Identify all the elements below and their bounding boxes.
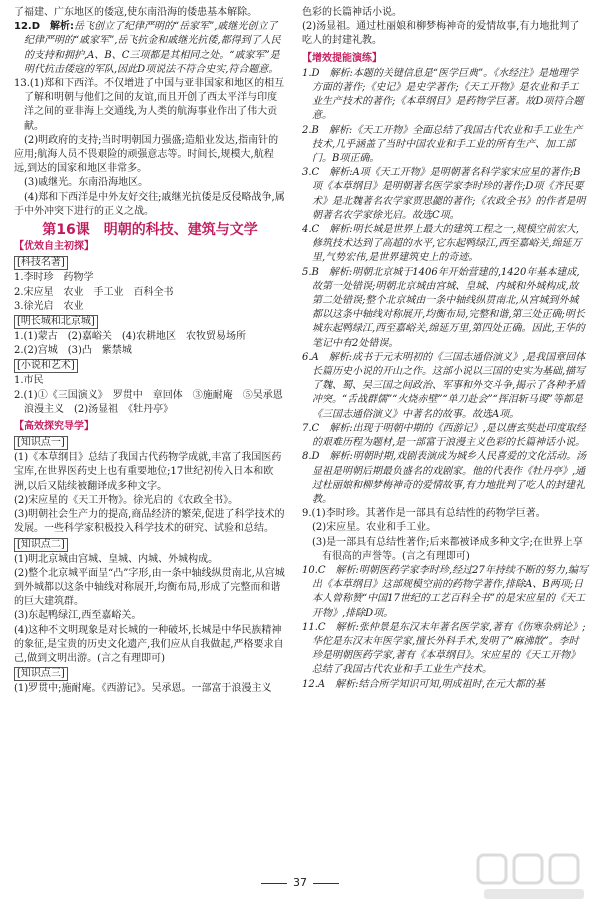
- paragraph: (1)罗贯中;施耐庵。《西游记》。吴承恩。一部富于浪漫主义: [14, 683, 272, 695]
- topic-box: [知识点三]: [14, 667, 68, 681]
- list-item: 3.徐光启 农业: [14, 300, 84, 312]
- paragraph: (2)汤显祖。通过杜丽娘和柳梦梅神奇的爱情故事,有力地批判了吃人的封建礼教。: [302, 21, 580, 47]
- right-column: [302, 6, 588, 692]
- answer-item: (3)是一部具有总结性著作;后来都被译成多种文字;在世界上享有很高的声誉等。(言之有理即可): [312, 536, 583, 562]
- analysis-label: 解析:: [50, 21, 75, 33]
- paragraph: (2)整个北京城平面呈“凸”字形,由一条中轴线纵贯南北,从宫城到外城都以这条中轴线对称展开,均衡布局,形成了完整而和谐的巨大建筑群。: [14, 567, 285, 608]
- answer-item: 6.A 解析:成书于元末明初的《三国志通俗演义》,是我国章回体长篇历史小说的开山之作。这部小说以三国的史实为基础,描写了魏、蜀、吴三国之间政治、军事和外交斗争,揭示了各种矛盾冲突。“舌战群儒”“火烧赤壁”“单刀赴会”“挥泪斩马谡”等都是《三国志通俗演义》中著名的故事。故选A项。: [302, 351, 586, 420]
- left-column: [14, 6, 293, 696]
- topic-box: [知识点二]: [14, 538, 68, 552]
- paragraph: (3)明朝社会生产力的提高,商品经济的繁荣,促进了科学技术的发展。一些科学家积极投入科学技术的研究、试验和总结。: [14, 509, 285, 535]
- answer-item: 2.B 解析:《天工开物》全面总结了我国古代农业和手工业生产技术,几乎涵盖了当时中国农业和手工业的所有生产、加工部门。B项正确。: [302, 124, 583, 165]
- answer-item: (2)宋应星。农业和手工业。: [312, 522, 437, 534]
- answer-item: 3.C 解析:A项《天工开物》是明朝著名科学家宋应星的著作;B项《本草纲目》是明朝著名医学家李时珍的著作;D项《齐民要术》是北魏著名农学家贾思勰的著作;《农政全书》的作者是明朝著名农学家徐光启。故选C项。: [302, 167, 586, 221]
- answer-item: 9.(1)李时珍。其著作是一部具有总结性的药物学巨著。: [302, 508, 546, 520]
- list-item: 2.(1)①《三国演义》 罗贯中 章回体 ③施耐庵 ⑤吴承恩 浪漫主义 (2)汤显祖 《牡丹亭》: [14, 389, 293, 415]
- answer-number: 12.D: [14, 21, 41, 33]
- answer-item: 5.B 解析:明朝北京城于1406年开始营建的,1420年基本建成,故第一处错误;明朝北京城由宫城、皇城、内城和外城构成,故第二处错误;整个北京城由一条中轴线纵贯南北,从宫城到外城都以这条中轴线对称展开,均衡布局,完整和谐,第三处正确;明长城东起鸭绿江,西至嘉峪关,绵延万里,第四处正确。因此,王华的笔记中有2处错误。: [302, 266, 585, 349]
- answer-13-1: 13.(1)郑和下西洋。不仅增进了中国与亚非国家和地区的相互了解和明朝与他们之间的友谊,而且开创了西太平洋与印度洋之间的亚非海上交通线,为人类的航海事业作出了伟大贡献。: [14, 78, 285, 132]
- answer-item: 10.C 解析:明朝医药学家李时珍,经过27年持续不断的努力,编写出《本草纲目》这部规模空前的药物学著作,排除A、B两项;日本人曾称赞“中国17世纪的工艺百科全书”的是宋应星的《天工开物》,排除D项。: [302, 564, 589, 619]
- paragraph: (1)明北京城由宫城、皇城、内城、外城构成。: [14, 553, 219, 565]
- page-number-text: 37: [293, 876, 307, 889]
- answer-item: 1.D 解析:本题的关键信息是“医学巨典”。《水经注》是地理学方面的著作;《史记》是史学著作;《天工开物》是农业和手工业生产技术的著作;《本草纲目》是药物学巨著。故D项符合题意。: [302, 67, 584, 122]
- paragraph: (1)《本草纲目》总结了我国古代药物学成就,丰富了我国医药宝库,在世界医药史上也有重要地位;17世纪初传入日本和欧洲,以后又陆续被翻译成多种文字。: [14, 452, 282, 492]
- divider: [313, 883, 339, 884]
- section-heading: 【优效自主初探】: [14, 241, 94, 253]
- topic-box: [科技名著]: [14, 256, 68, 270]
- section-heading: 【高效探究导学】: [14, 421, 94, 433]
- answer-13-2: (2)明政府的支持;当时明朝国力强盛;造船业发达,指南针的应用;航海人员不畏艰险的顽强意志等。时间长,规模大,航程远,到达的国家和地区非常多。: [14, 134, 279, 175]
- lesson-title-text: 第16课 明朝的科技、建筑与文学: [42, 222, 258, 239]
- answer-12: [14, 20, 286, 77]
- list-item: 1.(1)蒙古 (2)嘉峪关 (4)农耕地区 农牧贸易场所: [14, 331, 247, 343]
- paragraph: (4)这种不文明现象是对长城的一种破坏,长城是中华民族精神的象征,是宝贵的历史文化遗产,我们应从自我做起,严格要求自己,做到文明出游。(言之有理即可): [14, 624, 284, 664]
- list-item: 2.(2)宫城 (3)凸 紫禁城: [14, 345, 132, 357]
- topic-box: [明长城和北京城]: [14, 315, 98, 329]
- answer-item: 7.C 解析:出现于明朝中期的《西游记》,是以唐玄奘赴印度取经的艰难历程为题材,是一部富于浪漫主义色彩的长篇神话小说。: [302, 422, 586, 449]
- answer-item: 4.C 解析:明长城是世界上最大的建筑工程之一,规模空前宏大,修筑技术达到了高超的水平,它东起鸭绿江,西至嘉峪关,绵延万里,气势宏伟,是世界建筑史上的奇迹。: [302, 224, 582, 264]
- answer-item: 8.D 解析:明朝时期,戏剧表演成为城乡人民喜爱的文化活动。汤显祖是明朝后期最负盛名的戏剧家。他的代表作《牡丹亭》,通过杜丽娘和柳梦梅神奇的爱情故事,有力地批判了吃人的封建礼教。: [302, 451, 587, 505]
- paragraph: 色彩的长篇神话小说。: [302, 7, 402, 18]
- paragraph: (3)东起鸭绿江,西至嘉峪关。: [14, 610, 142, 622]
- answer-item: 12.A 解析:结合所学知识可知,明成祖时,在元大都的基: [302, 678, 545, 690]
- paragraph: 了福建、广东地区的倭寇,使东南沿海的倭患基本解除。: [14, 7, 258, 18]
- topic-box: [小说和艺术]: [14, 359, 78, 373]
- answer-item: 11.C 解析:张仲景是东汉末年著名医学家,著有《伤寒杂病论》;华佗是东汉末年医学家,擅长外科手术,发明了“麻沸散”。李时珍是明朝医药学家,著有《本草纲目》。宋应星的《天工开物》总结了我国古代农业和手工业生产技术。: [302, 621, 586, 676]
- watermark-logo-icon: [474, 851, 594, 903]
- list-item: 1.李时珍 药物学: [14, 272, 94, 284]
- section-heading: 【增效提能演练】: [302, 52, 382, 64]
- paragraph: (2)宋应星的《天工开物》。徐光启的《农政全书》。: [14, 494, 239, 506]
- list-item: 1.市民: [14, 375, 44, 387]
- answer-13-3: (3)戚继光。东南沿海地区。: [24, 177, 149, 189]
- divider: [261, 883, 287, 884]
- lesson-title: [14, 223, 286, 237]
- list-item: 2.宋应星 农业 手工业 百科全书: [14, 286, 174, 298]
- topic-box: [知识点一]: [14, 436, 68, 450]
- analysis-text: 岳飞创立了纪律严明的“岳家军”,戚继光创立了纪律严明的“戚家军”,岳飞抗金和戚继光抗倭,都得到了人民的支持和拥护,A、B、C三项都是其相同之处。“戚家军”是明代抗击倭寇的军队,因此D项说法不符合史实,符合题意。: [24, 21, 281, 75]
- answer-13-4: (4)郑和下西洋是中外友好交往;戚继光抗倭是反侵略战争,属于中外冲突下进行的正义之战。: [14, 191, 285, 217]
